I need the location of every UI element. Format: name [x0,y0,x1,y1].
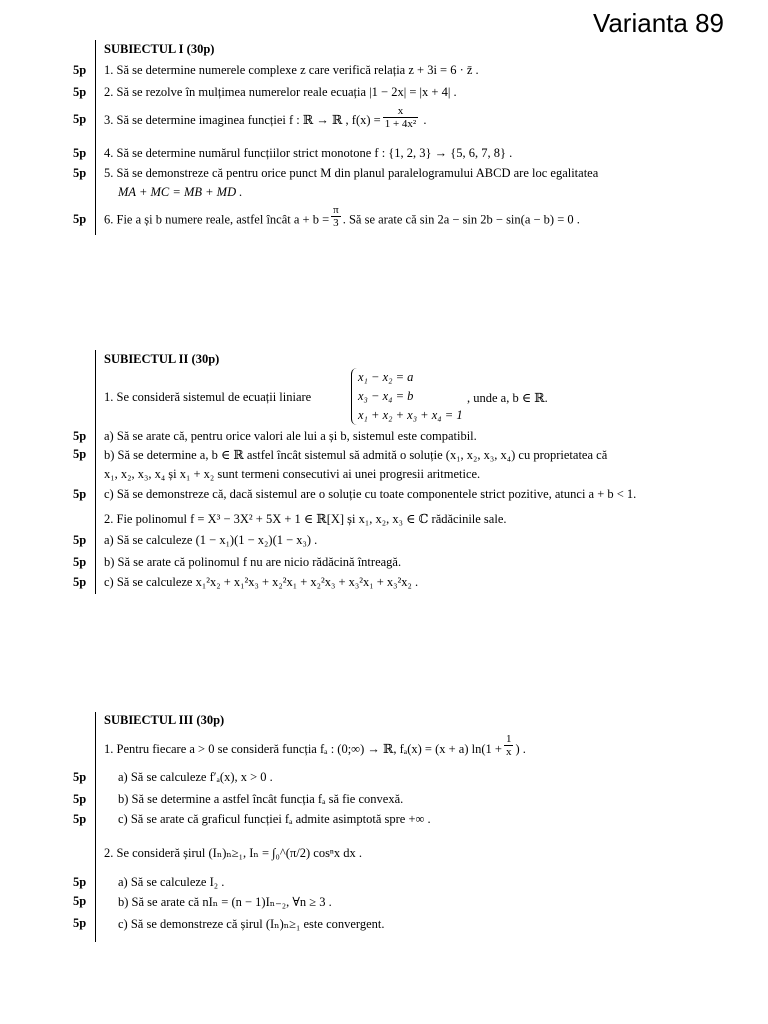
fraction: $\frac{x}{\text{1 + 4x²}}$ [384,104,417,130]
variant-title: Varianta 89 [592,8,724,38]
points-label: 5p [73,575,87,589]
points-label: 5p [73,487,87,501]
problem-text-tail: , unde a, b ∈ ℝ. [467,391,548,405]
problem-text: a) Să se calculeze (1 − x₁)(1 − x₂)(1 − x₃) . [104,533,318,547]
points-label: 5p [73,533,87,547]
problem-text: b) Să se determine a astfel încât funcția fₐ să fie convexă. [118,792,404,806]
points-label: 5p [73,875,87,889]
problem-text: 2. Se consideră șirul (Iₙ)ₙ≥₁, Iₙ = ∫₀^(π/2) cosⁿx dx . [104,846,362,860]
problem-text: 4. Să se determine numărul funcțiilor strict monotone f : {1, 2, 3} → {5, 6, 7, 8} . [104,146,513,160]
problem-text: a) Să se calculeze I₂ . [118,875,225,889]
problem-text: 5. Să se demonstreze că pentru orice punct M din planul paralelogramului ABCD are loc egalitatea [104,166,599,180]
problem-text: 3. Să se determine imaginea funcției f : ℝ → ℝ , f(x) = [104,113,381,127]
problem-text: 1. Să se determine numerele complexe z care verifică relația z + 3i = 6 · z̄ . [104,63,479,77]
fraction: $\frac{1}{x}$ [505,732,512,758]
points-label: 5p [73,212,87,226]
problem-text: 1. Se consideră sistemul de ecuații liniare [104,390,312,404]
problem-text: 2. Fie polinomul f = X³ − 3X² + 5X + 1 ∈ ℝ[X] și x₁, x₂, x₃ ∈ ℂ rădăcinile sale. [104,512,507,526]
equation-system: x₁ − x₂ = a x₃ − x₄ = b x₁ + x₂ + x₃ + x₄ = 1 [351,368,463,425]
problem-text: c) Să se calculeze x₁²x₂ + x₁²x₃ + x₂²x₁ + x₂²x₃ + x₃²x₁ + x₃²x₂ . [104,575,419,589]
problem-text: 1. Pentru fiecare a > 0 se consideră funcția fₐ : (0;∞) → ℝ, fₐ(x) = (x + a) ln(1 + [104,742,502,756]
points-label: 5p [73,166,87,180]
problem-text: c) Să se demonstreze că șirul (Iₙ)ₙ≥₁ este convergent. [118,917,385,931]
points-label: 5p [73,146,87,160]
problem-text: b) Să se arate că nIₙ = (n − 1)Iₙ₋₂, ∀n ≥ 3 . [118,895,332,909]
problem-text: c) Să se arate că graficul funcției fₐ admite asimptotă spre +∞ . [118,812,431,826]
problem-text: c) Să se demonstreze că, dacă sistemul are o soluție cu toate componentele strict pozitive, atunci a + b < 1. [104,487,637,501]
points-label: 5p [73,555,87,569]
section-title: SUBIECTUL II (30p) [104,352,220,366]
points-label: 5p [73,894,87,908]
points-label: 5p [73,812,87,826]
points-label: 5p [73,112,87,126]
problem-text: 6. Fie a și b numere reale, astfel încât a + b = [104,212,330,227]
section-title: SUBIECTUL I (30p) [104,42,215,56]
problem-text: b) Să se arate că polinomul f nu are nicio rădăcină întreagă. [104,555,402,569]
problem-text-tail: . Să se arate că sin 2a − sin 2b − sin(a − b) = 0 . [342,212,580,227]
problem-text: a) Să se calculeze f′ₐ(x), x > 0 . [118,770,273,784]
problem-text-continued: MA + MC = MB + MD . [118,185,243,199]
points-label: 5p [73,916,87,930]
problem-text-continued: x₁, x₂, x₃, x₄ și x₁ + x₂ sunt termeni consecutivi ai unei progresii aritmetice. [104,467,481,481]
problem-text: a) Să se arate că, pentru orice valori ale lui a și b, sistemul este compatibil. [104,429,477,443]
problem-text: b) Să se determine a, b ∈ ℝ astfel încât sistemul să admită o soluție (x₁, x₂, x₃, x₄) cu proprietatea că [104,448,608,462]
points-label: 5p [73,792,87,806]
section-title: SUBIECTUL III (30p) [104,713,225,727]
points-label: 5p [73,447,87,461]
points-label: 5p [73,85,87,99]
points-label: 5p [73,770,87,784]
problem-text: 2. Să se rezolve în mulțimea numerelor reale ecuația |1 − 2x| = |x + 4| . [104,85,457,99]
points-label: 5p [73,429,87,443]
fraction: $\frac{\pi}{3}$ [333,204,339,229]
points-label: 5p [73,63,87,77]
problem-text-tail: ) . [515,742,526,756]
